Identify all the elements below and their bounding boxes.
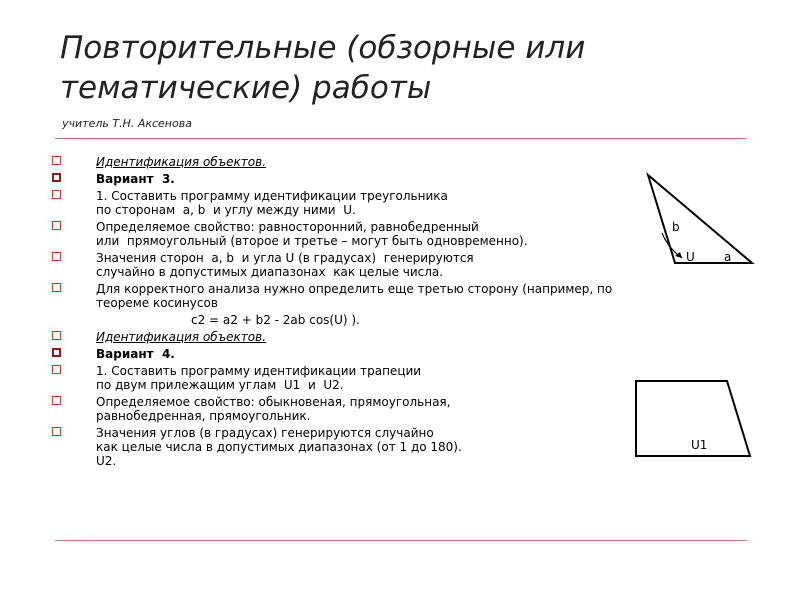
bullet-icon xyxy=(52,221,61,230)
item-text: Значения сторон a, b и угла U (в градусах) генерируются xyxy=(96,251,474,265)
item-text: по сторонам a, b и углу между ними U. xyxy=(96,203,356,217)
section-heading: Идентификация объектов. xyxy=(96,330,267,344)
variant-label: Вариант 4. xyxy=(96,347,175,361)
title-line-1: Повторительные (обзорные или xyxy=(60,30,586,66)
item-text: 1. Составить программу идентификации треугольника xyxy=(96,189,448,203)
bullet-icon xyxy=(52,331,61,340)
trapezoid-label-u1: U1 xyxy=(691,438,708,452)
bullet-icon xyxy=(52,252,61,261)
bullet-icon xyxy=(52,396,61,405)
list-item xyxy=(52,155,752,169)
variant-label: Вариант 3. xyxy=(96,172,175,186)
bullet-icon xyxy=(52,283,61,292)
item-text: случайно в допустимых диапазонах как целые числа. xyxy=(96,265,444,279)
section-heading: Идентификация объектов. xyxy=(96,155,267,169)
item-text: Определяемое свойство: равносторонний, равнобедренный xyxy=(96,220,479,234)
bullet-icon xyxy=(52,156,61,165)
bullet-icon xyxy=(52,427,61,436)
item-text: U2. xyxy=(96,454,117,468)
bullet-icon xyxy=(52,173,61,182)
bottom-divider xyxy=(55,540,747,541)
page-title xyxy=(60,28,760,108)
title-line-2: тематические) работы xyxy=(60,70,432,106)
item-text: по двум прилежащим углам U1 и U2. xyxy=(96,378,344,392)
bullet-icon xyxy=(52,365,61,374)
item-text: Для корректного анализа нужно определить еще третью сторону (например, по xyxy=(96,282,613,296)
item-text: c2 = a2 + b2 - 2ab cos(U) ). xyxy=(191,313,360,327)
bullet-icon xyxy=(52,190,61,199)
author-caption: учитель Т.Н. Аксенова xyxy=(62,117,192,130)
item-text: или прямоугольный (второе и третье – могут быть одновременно). xyxy=(96,234,528,248)
list-item xyxy=(52,347,752,361)
bullet-icon xyxy=(52,348,61,357)
item-text: Определяемое свойство: обыкновеная, прямоугольная, xyxy=(96,395,451,409)
item-text: равнобедренная, прямоугольник. xyxy=(96,409,311,423)
list-item xyxy=(52,313,752,327)
triangle-label-a: a xyxy=(724,250,732,264)
item-text: как целые числа в допустимых диапазонах (от 1 до 180). xyxy=(96,440,462,454)
top-divider xyxy=(55,138,747,139)
triangle-label-b: b xyxy=(672,220,680,234)
list-item xyxy=(52,330,752,344)
list-item xyxy=(52,282,752,310)
triangle-label-u: U xyxy=(686,250,695,264)
item-text: 1. Составить программу идентификации трапеции xyxy=(96,364,422,378)
triangle-figure xyxy=(640,170,760,270)
item-text: теореме косинусов xyxy=(96,296,218,310)
triangle-shape xyxy=(648,175,752,263)
item-text: Значения углов (в градусах) генерируются случайно xyxy=(96,426,434,440)
